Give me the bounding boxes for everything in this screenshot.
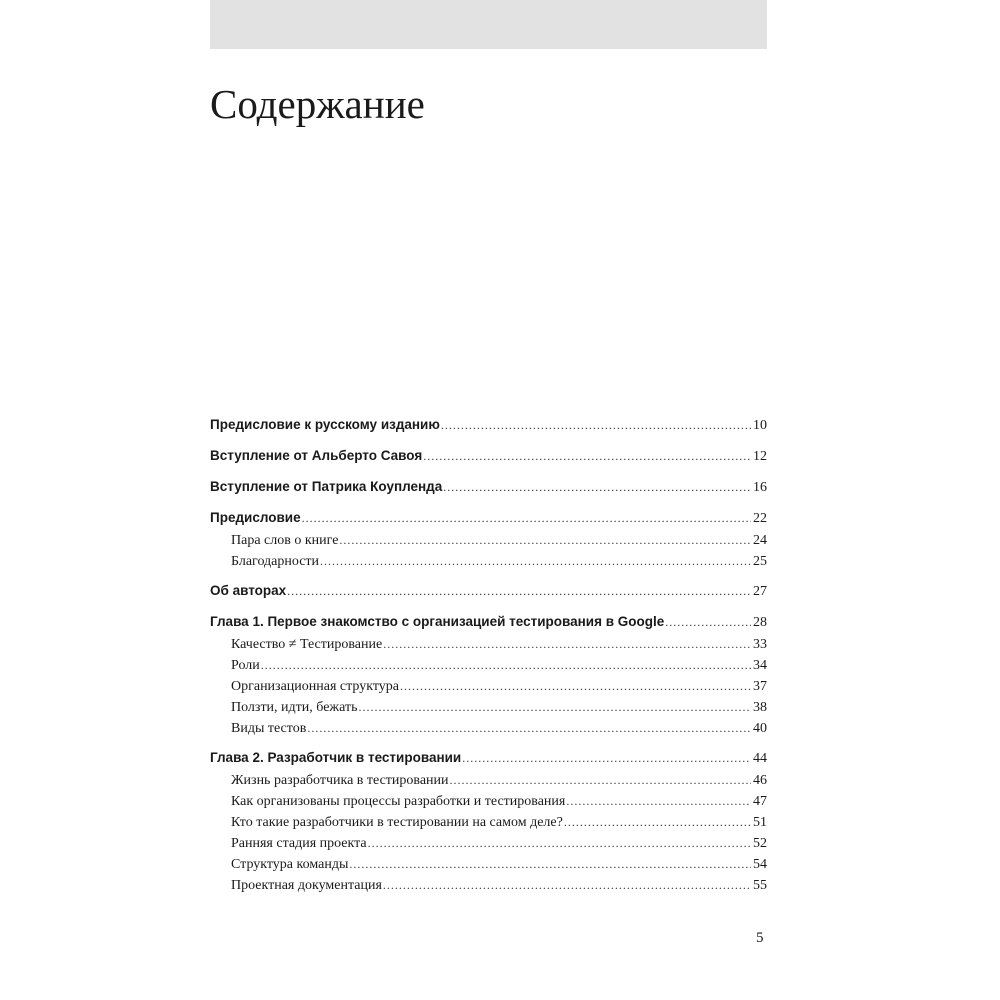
toc-entry-title: Структура команды — [231, 857, 349, 872]
toc-entry-page: 44 — [753, 751, 767, 766]
dot-leader — [307, 718, 751, 739]
toc-subsection-entry[interactable] — [210, 770, 767, 791]
toc-entry-title: Вступление от Альберто Савоя — [210, 448, 423, 463]
dot-leader — [261, 655, 751, 676]
toc-subsection-entry[interactable] — [210, 551, 767, 572]
toc-subsection-entry[interactable] — [210, 875, 767, 896]
toc-entry-title: Качество ≠ Тестирование — [231, 637, 383, 652]
page-number: 5 — [756, 930, 764, 946]
toc-entry-page: 12 — [753, 449, 767, 464]
toc-entry-title: Ранняя стадия проекта — [231, 836, 367, 851]
toc-entry-page: 46 — [753, 773, 767, 788]
dot-leader — [443, 475, 751, 499]
toc-entry-page: 52 — [753, 836, 767, 851]
page-title: Содержание — [210, 81, 425, 127]
dot-leader — [287, 579, 751, 603]
toc-chapter-entry[interactable] — [210, 475, 767, 499]
dot-leader — [665, 610, 751, 634]
toc-entry-title: Предисловие к русскому изданию — [210, 417, 440, 432]
toc-subsection-entry[interactable] — [210, 718, 767, 739]
toc-entry-title: Предисловие — [210, 510, 301, 525]
dot-leader — [462, 746, 751, 770]
toc-subsection-entry[interactable] — [210, 676, 767, 697]
toc-entry-title: Глава 2. Разработчик в тестировании — [210, 750, 462, 765]
toc-section — [210, 444, 767, 468]
toc-section — [210, 413, 767, 437]
toc-entry-page: 34 — [753, 658, 767, 673]
toc-subsection-entry[interactable] — [210, 530, 767, 551]
toc-subsection-entry[interactable] — [210, 697, 767, 718]
toc-entry-page: 37 — [753, 679, 767, 694]
toc-section — [210, 746, 767, 896]
dot-leader — [368, 833, 751, 854]
toc-subsection-entry[interactable] — [210, 854, 767, 875]
toc-entry-title: Проектная документация — [231, 878, 382, 893]
toc-entry-title: Жизнь разработчика в тестировании — [231, 773, 449, 788]
toc-entry-title: Об авторах — [210, 583, 287, 598]
table-of-contents — [210, 413, 767, 903]
toc-entry-page: 55 — [753, 878, 767, 893]
toc-chapter-entry[interactable] — [210, 579, 767, 603]
toc-entry-page: 16 — [753, 480, 767, 495]
dot-leader — [339, 530, 751, 551]
toc-entry-page: 33 — [753, 637, 767, 652]
toc-chapter-entry[interactable] — [210, 610, 767, 634]
toc-section — [210, 579, 767, 603]
toc-chapter-entry[interactable] — [210, 746, 767, 770]
toc-entry-page: 51 — [753, 815, 767, 830]
dot-leader — [423, 444, 751, 468]
toc-subsection-entry[interactable] — [210, 655, 767, 676]
toc-subsection-entry[interactable] — [210, 812, 767, 833]
toc-entry-title: Кто такие разработчики в тестировании на самом деле? — [231, 815, 563, 830]
toc-entry-title: Как организованы процессы разработки и тестирования — [231, 794, 566, 809]
dot-leader — [441, 413, 751, 437]
toc-chapter-entry[interactable] — [210, 444, 767, 468]
toc-entry-page: 10 — [753, 418, 767, 433]
toc-section — [210, 610, 767, 739]
toc-entry-title: Организационная структура — [231, 679, 399, 694]
toc-entry-title: Вступление от Патрика Коупленда — [210, 479, 443, 494]
toc-entry-page: 28 — [753, 615, 767, 630]
toc-chapter-entry[interactable] — [210, 413, 767, 437]
dot-leader — [320, 551, 751, 572]
toc-entry-page: 27 — [753, 584, 767, 599]
dot-leader — [358, 697, 751, 718]
toc-entry-title: Ползти, идти, бежать — [231, 700, 358, 715]
toc-entry-page: 54 — [753, 857, 767, 872]
dot-leader — [564, 812, 751, 833]
toc-section — [210, 506, 767, 572]
dot-leader — [400, 676, 751, 697]
dot-leader — [383, 875, 751, 896]
toc-subsection-entry[interactable] — [210, 833, 767, 854]
dot-leader — [450, 770, 751, 791]
header-bar — [210, 0, 767, 49]
toc-entry-page: 25 — [753, 554, 767, 569]
toc-entry-page: 38 — [753, 700, 767, 715]
toc-entry-page: 24 — [753, 533, 767, 548]
dot-leader — [302, 506, 751, 530]
toc-chapter-entry[interactable] — [210, 506, 767, 530]
dot-leader — [383, 634, 751, 655]
toc-entry-title: Виды тестов — [231, 721, 307, 736]
dot-leader — [566, 791, 751, 812]
toc-entry-page: 47 — [753, 794, 767, 809]
toc-entry-page: 22 — [753, 511, 767, 526]
dot-leader — [349, 854, 751, 875]
toc-entry-page: 40 — [753, 721, 767, 736]
toc-entry-title: Роли — [231, 658, 260, 673]
toc-subsection-entry[interactable] — [210, 634, 767, 655]
toc-entry-title: Благодарности — [231, 554, 320, 569]
toc-entry-title: Глава 1. Первое знакомство с организацией тестирования в Google — [210, 614, 665, 629]
toc-section — [210, 475, 767, 499]
toc-subsection-entry[interactable] — [210, 791, 767, 812]
toc-entry-title: Пара слов о книге — [231, 533, 339, 548]
